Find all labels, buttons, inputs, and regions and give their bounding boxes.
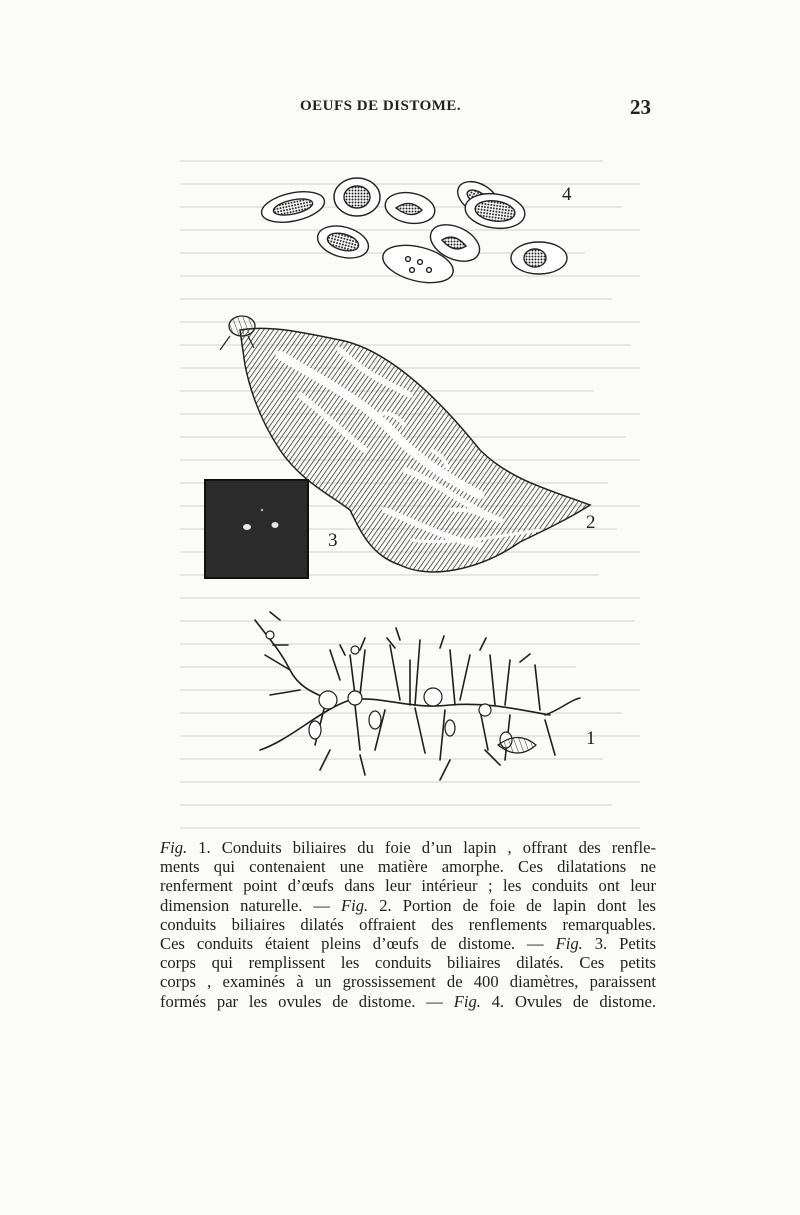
caption-text: conduits biliaires dilatés offraient des renflements remarquables.: [160, 914, 656, 934]
caption-text: Ces conduits étaient pleins d’œufs de distome. —: [160, 934, 556, 954]
caption-text: 4. Ovules de distome.: [480, 991, 657, 1011]
caption-line: [160, 896, 656, 915]
caption-text: 2. Portion de foie de lapin dont les: [368, 895, 656, 915]
fig4-ovules: [259, 175, 567, 289]
caption-line: [160, 934, 656, 953]
caption-text: 1. Conduits biliaires du foie d’un lapin , offrant des renfle-: [187, 838, 656, 857]
caption-text: 3. Petits: [582, 934, 656, 954]
fig-reference: Fig.: [555, 934, 583, 954]
page-number: 23: [630, 95, 651, 119]
running-title: OEUFS DE DISTOME.: [300, 98, 462, 114]
caption-text: corps , examinés à un grossissement de 400 diamètres, paraissent: [160, 972, 656, 992]
caption-line: [160, 857, 656, 876]
fig3-dark-square: [205, 480, 308, 578]
caption-line: [160, 838, 656, 857]
caption-text: renferment point d’œufs dans leur intérieur ; les conduits ont leur: [160, 876, 656, 896]
fig-reference: Fig.: [341, 895, 369, 915]
figure-caption: [160, 838, 656, 1011]
caption-text: corps qui remplissent les conduits biliaires dilatés. Ces petits: [160, 953, 656, 973]
caption-text: dimension naturelle. —: [160, 895, 342, 915]
fig1-label: 1: [586, 728, 596, 749]
caption-line: [160, 915, 656, 934]
caption-line: [160, 876, 656, 895]
caption-line: [160, 992, 656, 1011]
fig2-label: 2: [586, 512, 596, 533]
fig1-biliary-ducts: [255, 612, 580, 780]
engraved-plate: [150, 150, 630, 820]
caption-line: [160, 953, 656, 972]
fig4-label: 4: [562, 184, 572, 205]
fig3-label: 3: [328, 530, 338, 551]
caption-text: formés par les ovules de distome. —: [160, 991, 454, 1011]
caption-text: ments qui contenaient une matière amorphe. Ces dilatations ne: [160, 857, 656, 877]
fig-reference: Fig.: [453, 991, 481, 1011]
caption-line: [160, 972, 656, 991]
fig-reference: Fig.: [160, 838, 188, 857]
